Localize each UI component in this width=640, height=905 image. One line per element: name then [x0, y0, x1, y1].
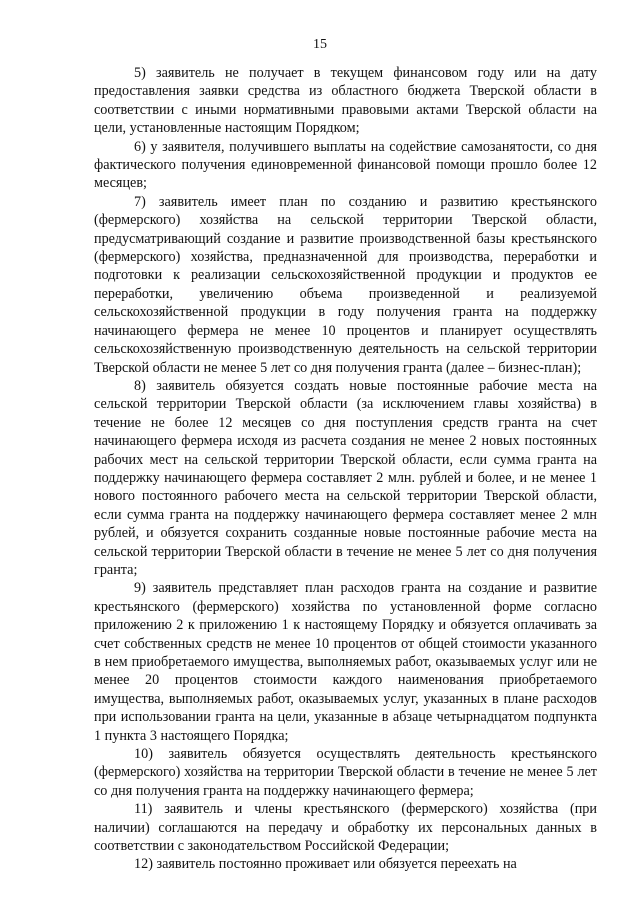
- paragraph-item-11: 11) заявитель и члены крестьянского (фермерского) хозяйства (при наличии) соглашаются на передачу и обработку их персональных данных в соответствии с законодательством Российской Федерации;: [94, 801, 597, 855]
- paragraph-item-9: 9) заявитель представляет план расходов гранта на создание и развитие крестьянского (фермерского) хозяйства по установленной форме согласно приложению 2 к приложению 1 к настоящему Порядку и обязуется оплачивать за счет собственных средств не менее 10 процентов от общей стоимости указанного в нем приобретаемого имущества, выполняемых работ, оказываемых услуг или не менее 20 процентов стоимости каждого наименования приобретаемого имущества, выполняемых работ, оказываемых услуг, указанных в плане расходов при использовании гранта на цели, указанные в абзаце четырнадцатом подпункта 1 пункта 3 настоящего Порядка;: [94, 580, 597, 744]
- paragraph-item-7: 7) заявитель имеет план по созданию и развитию крестьянского (фермерского) хозяйства на сельской территории Тверской области, предусматривающий создание и развитие производственной базы крестьянского (фермерского) хозяйства, предназначенной для производства, переработки и подготовки к реализации сельскохозяйственной продукции и продуктов ее переработки, увеличению объема произведенной и реализуемой сельскохозяйственной продукции в году получения гранта на поддержку начинающего фермера не менее 10 процентов и планирует осуществлять сельскохозяйственную производственную деятельность на сельской территории Тверской области не менее 5 лет со дня получения гранта (далее – бизнес-план);: [94, 193, 597, 376]
- paragraph-item-5: 5) заявитель не получает в текущем финансовом году или на дату предоставления заявки средства из областного бюджета Тверской области в соответствии с иными нормативными правовыми актами Тверской области на цели, установленные настоящим Порядком;: [94, 65, 597, 137]
- paragraph-item-8: 8) заявитель обязуется создать новые постоянные рабочие места на сельской территории Тверской области (за исключением главы хозяйства) в течение не более 12 месяцев со дня поступления средств гранта на счет начинающего фермера исходя из расчета создания не менее 2 новых постоянных рабочих мест на сельской территории Тверской области, если сумма гранта на поддержку начинающего фермера составляет 2 млн. рублей и более, и не менее 1 нового постоянного рабочего места на сельской территории Тверской области, если сумма гранта на поддержку начинающего фермера составляет менее 2 млн рублей, и обязуется сохранить созданные новые постоянные рабочие места на сельской территории Тверской области в течение не менее 5 лет со дня получения гранта;: [94, 377, 597, 578]
- paragraph-item-6: 6) у заявителя, получившего выплаты на содействие самозанятости, со дня фактического получения единовременной финансовой помощи прошло более 12 месяцев;: [94, 138, 597, 192]
- document-body: [94, 64, 597, 874]
- paragraph-item-10: 10) заявитель обязуется осуществлять деятельность крестьянского (фермерского) хозяйства на территории Тверской области в течение не менее 5 лет со дня получения гранта на поддержку начинающего фермера;: [94, 746, 597, 799]
- paragraph-item-12: 12) заявитель постоянно проживает или обязуется переехать на: [134, 856, 517, 873]
- page-number: 15: [313, 37, 327, 52]
